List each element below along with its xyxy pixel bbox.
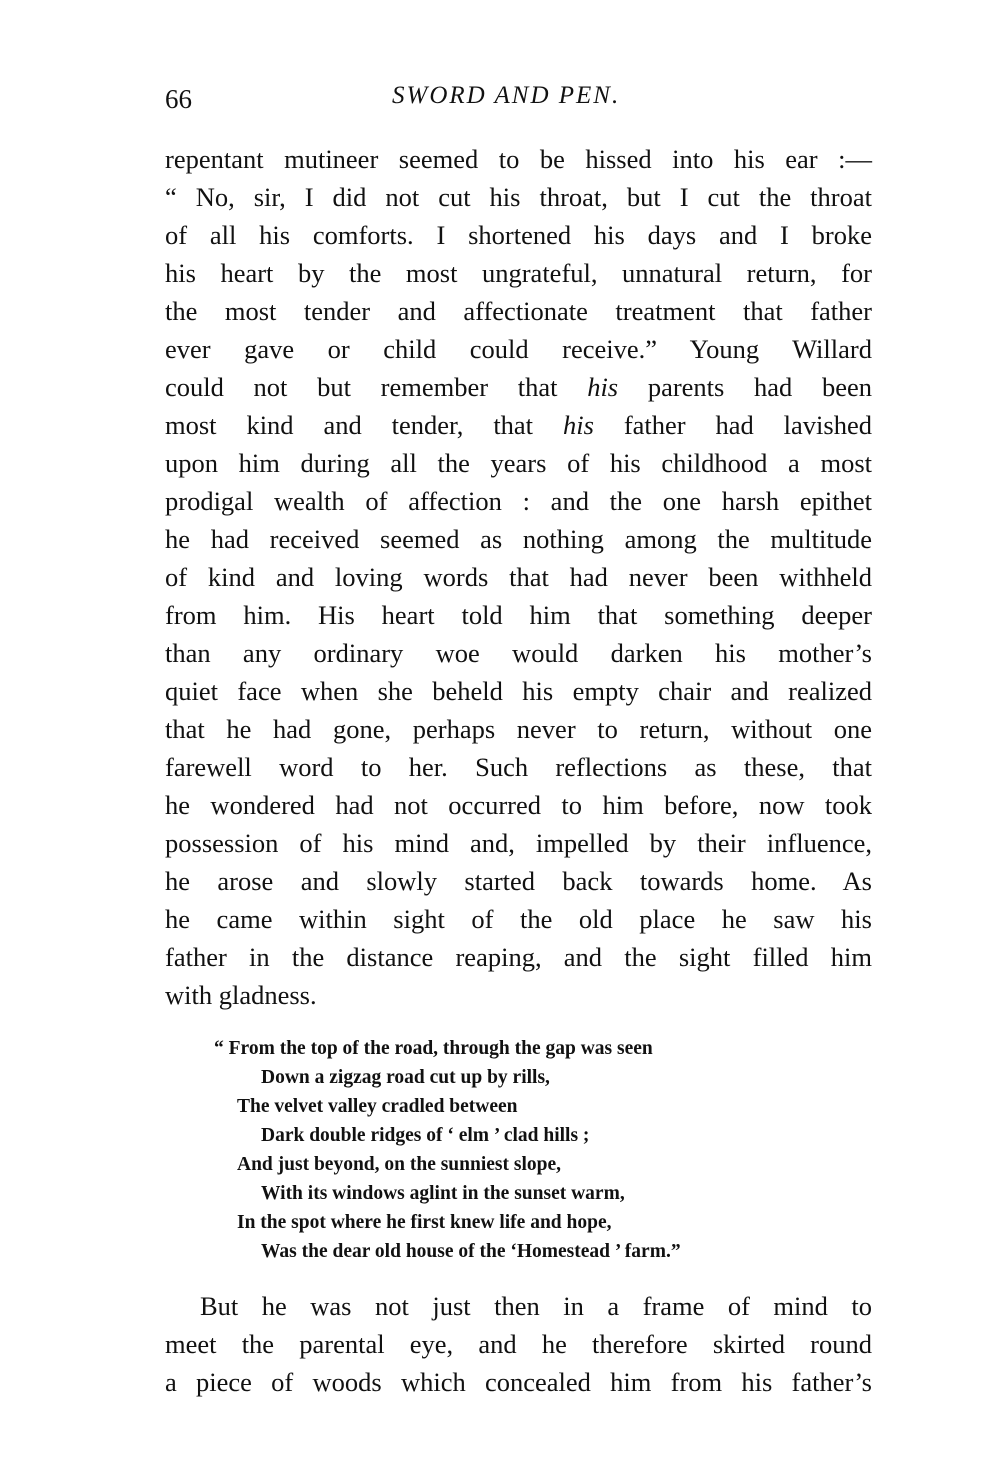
text-line: [165, 140, 872, 178]
text-line: [165, 786, 872, 824]
text-line: [165, 596, 872, 634]
italic-word: his: [587, 372, 619, 402]
text-segment: most kind and tender, that: [165, 410, 563, 440]
text-line: [165, 178, 872, 216]
text-segment: from him. His heart told him that something deeper: [165, 600, 872, 630]
text-line: [165, 558, 872, 596]
text-line: [165, 862, 872, 900]
text-segment: his heart by the most ungrateful, unnatural return, for: [165, 258, 872, 288]
text-segment: he came within sight of the old place he saw his: [165, 904, 872, 934]
text-line: [165, 444, 872, 482]
text-segment: could not but remember that: [165, 372, 588, 402]
text-segment: father had lavished: [593, 410, 872, 440]
text-line: [165, 634, 872, 672]
text-segment: possession of his mind and, impelled by their influence,: [165, 828, 872, 858]
text-segment: than any ordinary woe would darken his mother’s: [165, 638, 872, 668]
text-line: [165, 254, 872, 292]
poem-line: With its windows aglint in the sunset warm,: [261, 1183, 625, 1204]
text-line: [165, 216, 872, 254]
text-segment: prodigal wealth of affection : and the one harsh epithet: [165, 486, 872, 516]
text-segment: “ No, sir, I did not cut his throat, but I cut the throat: [165, 182, 872, 212]
text-segment: of kind and loving words that had never been withheld: [165, 562, 872, 592]
text-line: meet the parental eye, and he therefore skirted round: [165, 1329, 872, 1359]
poem-line: The velvet valley cradled between: [237, 1096, 518, 1117]
page-number: 66: [165, 84, 192, 114]
running-title: SWORD AND PEN.: [392, 82, 621, 109]
poem-stanza: [214, 1034, 681, 1266]
paragraph-1: [165, 140, 872, 1014]
text-segment: that he had gone, perhaps never to return, without one: [165, 714, 872, 744]
text-segment: parents had been: [618, 372, 872, 402]
text-segment: ever gave or child could receive.” Young Willard: [165, 334, 872, 364]
text-line: [165, 938, 872, 976]
text-segment: quiet face when she beheld his empty chair and realized: [165, 676, 872, 706]
text-segment: of all his comforts. I shortened his days and I broke: [165, 220, 872, 250]
text-line: [165, 368, 872, 406]
text-line: [165, 330, 872, 368]
text-line: [165, 520, 872, 558]
text-segment: with gladness.: [165, 980, 317, 1010]
text-segment: he arose and slowly started back towards home. As: [165, 866, 872, 896]
text-line: [165, 672, 872, 710]
text-line: [165, 710, 872, 748]
poem-line: In the spot where he first knew life and hope,: [237, 1212, 612, 1233]
text-line: [165, 824, 872, 862]
paragraph-2: [165, 1287, 872, 1401]
poem-line: Down a zigzag road cut up by rills,: [261, 1067, 550, 1088]
text-segment: the most tender and affectionate treatment that father: [165, 296, 872, 326]
text-segment: father in the distance reaping, and the sight filled him: [165, 942, 872, 972]
text-line: [165, 748, 872, 786]
text-line: a piece of woods which concealed him from his father’s: [165, 1367, 872, 1397]
text-line: [165, 482, 872, 520]
text-segment: farewell word to her. Such reflections as these, that: [165, 752, 872, 782]
text-line: [165, 292, 872, 330]
poem-line: Was the dear old house of the ‘Homestead ’ farm.”: [261, 1241, 681, 1262]
poem-line: “ From the top of the road, through the gap was seen: [214, 1038, 653, 1059]
text-line: [165, 406, 872, 444]
text-line: But he was not just then in a frame of mind to: [200, 1291, 872, 1321]
text-line: [165, 900, 872, 938]
text-line: [165, 976, 872, 1014]
text-segment: upon him during all the years of his childhood a most: [165, 448, 872, 478]
text-segment: he wondered had not occurred to him before, now took: [165, 790, 872, 820]
poem-line: And just beyond, on the sunniest slope,: [237, 1154, 562, 1175]
text-segment: he had received seemed as nothing among the multitude: [165, 524, 872, 554]
poem-line: Dark double ridges of ‘ elm ’ clad hills ;: [261, 1125, 590, 1146]
italic-word: his: [562, 410, 594, 440]
text-segment: repentant mutineer seemed to be hissed into his ear :—: [165, 144, 872, 174]
